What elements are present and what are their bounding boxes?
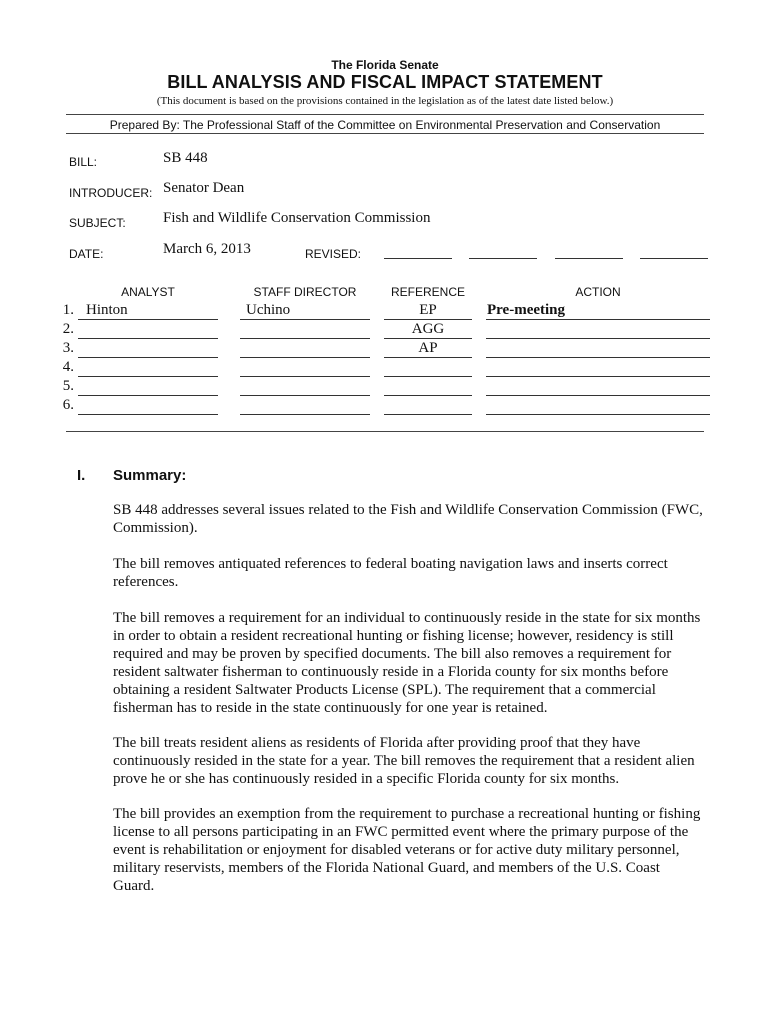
action-line xyxy=(486,357,710,358)
analyst-cell: Hinton xyxy=(86,302,128,318)
director-line xyxy=(240,395,370,396)
summary-paragraph: The bill removes a requirement for an individual to continuously reside in the state for six months in order to obtain a resident recreational hunting or fishing license; however, residency is still required and may be proven by specified documents. The bill also removes a requirement for resident saltwater fisherman to continuously reside in a Florida county for six months before obtaining a resident Saltwater Products License (SPL). The requirement that a commercial fisherman has to reside in the state continuously for one year is retained. xyxy=(113,610,701,716)
prepared-by: Prepared By: The Professional Staff of the Committee on Environmental Preservation and Conservation xyxy=(109,118,661,132)
reference-line xyxy=(384,376,472,377)
action-cell: Pre-meeting xyxy=(487,302,566,318)
summary-paragraph: SB 448 addresses several issues related to the Fish and Wildlife Conservation Commission (FWC, Commission). xyxy=(113,502,703,536)
date-label: DATE: xyxy=(69,247,104,261)
analyst-line xyxy=(78,357,218,358)
revised-blank xyxy=(640,258,708,259)
column-header-action: ACTION xyxy=(575,285,621,299)
director-line xyxy=(240,414,370,415)
director-cell: Uchino xyxy=(246,302,291,318)
action-line xyxy=(486,319,710,320)
row-number: 6. xyxy=(62,397,74,413)
bill-label: BILL: xyxy=(69,155,98,169)
section-title: Summary: xyxy=(113,467,187,484)
analyst-line xyxy=(78,376,218,377)
director-line xyxy=(240,319,370,320)
document-title: BILL ANALYSIS AND FISCAL IMPACT STATEMENT xyxy=(167,72,603,92)
revised-blank xyxy=(555,258,623,259)
header-rule-top xyxy=(66,114,704,115)
header-rule-bottom xyxy=(66,133,704,134)
reference-line xyxy=(384,357,472,358)
row-number: 4. xyxy=(62,359,74,375)
director-line xyxy=(240,357,370,358)
summary-paragraph: The bill treats resident aliens as residents of Florida after providing proof that they have continuously resided in the state for a year. The bill removes the requirement that a resident alien prove he or she has continuously resided in a specific Florida county for six months. xyxy=(113,735,695,787)
analyst-line xyxy=(78,395,218,396)
row-number: 1. xyxy=(62,302,74,318)
reference-cell: AGG xyxy=(411,321,445,337)
revised-label: REVISED: xyxy=(305,247,362,261)
column-header-analyst: ANALYST xyxy=(121,285,175,299)
reference-line xyxy=(384,414,472,415)
row-number: 2. xyxy=(62,321,74,337)
section-number: I. xyxy=(77,467,86,484)
subject-value: Fish and Wildlife Conservation Commission xyxy=(163,210,431,226)
reference-cell: AP xyxy=(418,340,438,356)
revised-blank xyxy=(384,258,452,259)
introducer-value: Senator Dean xyxy=(163,180,245,196)
action-line xyxy=(486,414,710,415)
subject-label: SUBJECT: xyxy=(69,216,126,230)
table-end-rule xyxy=(66,431,704,432)
director-line xyxy=(240,338,370,339)
column-header-reference: REFERENCE xyxy=(390,285,465,299)
revised-blank xyxy=(469,258,537,259)
senate-name: The Florida Senate xyxy=(331,58,439,72)
director-line xyxy=(240,376,370,377)
summary-paragraph: The bill removes antiquated references to federal boating navigation laws and inserts correct references. xyxy=(113,556,668,590)
reference-line xyxy=(384,395,472,396)
reference-line xyxy=(384,319,472,320)
column-header-staff-director: STAFF DIRECTOR xyxy=(253,285,357,299)
introducer-label: INTRODUCER: xyxy=(69,186,153,200)
analyst-line xyxy=(78,414,218,415)
document-note: (This document is based on the provisions contained in the legislation as of the latest date listed below.) xyxy=(156,95,614,107)
reference-line xyxy=(384,338,472,339)
row-number: 3. xyxy=(62,340,74,356)
bill-value: SB 448 xyxy=(163,150,208,166)
action-line xyxy=(486,376,710,377)
date-value: March 6, 2013 xyxy=(163,241,251,257)
row-number: 5. xyxy=(62,378,74,394)
analyst-line xyxy=(78,338,218,339)
action-line xyxy=(486,338,710,339)
summary-paragraph: The bill provides an exemption from the requirement to purchase a recreational hunting or fishing license to all persons participating in an FWC permitted event where the primary purpose of the event is rehabilitation or enjoyment for disabled veterans or for active duty military personnel, military reservists, members of the Florida National Guard, and members of the U.S. Coast Guard. xyxy=(113,806,701,894)
action-line xyxy=(486,395,710,396)
reference-cell: EP xyxy=(419,302,437,318)
analyst-line xyxy=(78,319,218,320)
